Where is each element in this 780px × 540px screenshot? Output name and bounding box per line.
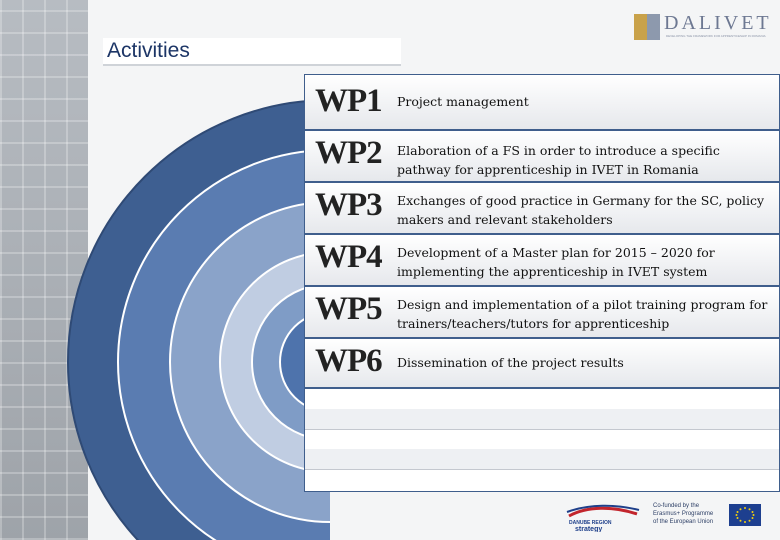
table-row: [305, 131, 779, 183]
footer-logos: [565, 498, 780, 540]
table-row: [305, 339, 779, 389]
wp-code: WP2: [315, 135, 382, 171]
work-packages-table: [304, 74, 780, 492]
empty-row: [305, 409, 779, 430]
wp-code: WP6: [315, 343, 382, 379]
empty-rows: [305, 389, 779, 491]
funded-line1: Co-funded by the: [653, 503, 700, 509]
wp-description: Exchanges of good practice in Germany for the SC, policy makers and relevant stakeholders: [397, 193, 765, 227]
wp-description: Dissemination of the project results: [397, 355, 624, 370]
eu-flag-icon: [729, 504, 761, 526]
empty-row: [305, 469, 779, 489]
drs-line2: strategy: [575, 526, 603, 532]
empty-row: [305, 389, 779, 410]
funded-line2: Erasmus+ Programme: [653, 511, 714, 517]
wp-code: WP5: [315, 291, 382, 327]
wp-code: WP4: [315, 239, 382, 275]
logo-name: DALIVET: [664, 12, 772, 34]
wp-description: Development of a Master plan for 2015 – 2020 for implementing the apprenticeship in IVET system: [397, 245, 715, 279]
table-row: [305, 235, 779, 287]
wp-description: Elaboration of a FS in order to introduce a specific pathway for apprenticeship in IVET in Romania: [397, 143, 720, 177]
page-title: Activities: [107, 39, 190, 62]
wp-description: Project management: [397, 94, 529, 109]
empty-row: [305, 449, 779, 470]
wp-description: Design and implementation of a pilot training program for trainers/teachers/tutors for apprenticeship: [397, 297, 768, 331]
wp-code: WP1: [315, 83, 382, 119]
empty-row: [305, 429, 779, 450]
table-row: [305, 287, 779, 339]
table-row: [305, 75, 779, 131]
danube-region-strategy-logo: [565, 502, 641, 532]
drs-line1: DANUBE REGION: [569, 520, 612, 526]
logo-subtitle: DEVELOPING THE FRAMEWORK FOR APPRENTICESHIP IN ROMANIA: [666, 34, 766, 38]
funded-line3: of the European Union: [653, 519, 714, 525]
table-row: [305, 183, 779, 235]
wp-code: WP3: [315, 187, 382, 223]
